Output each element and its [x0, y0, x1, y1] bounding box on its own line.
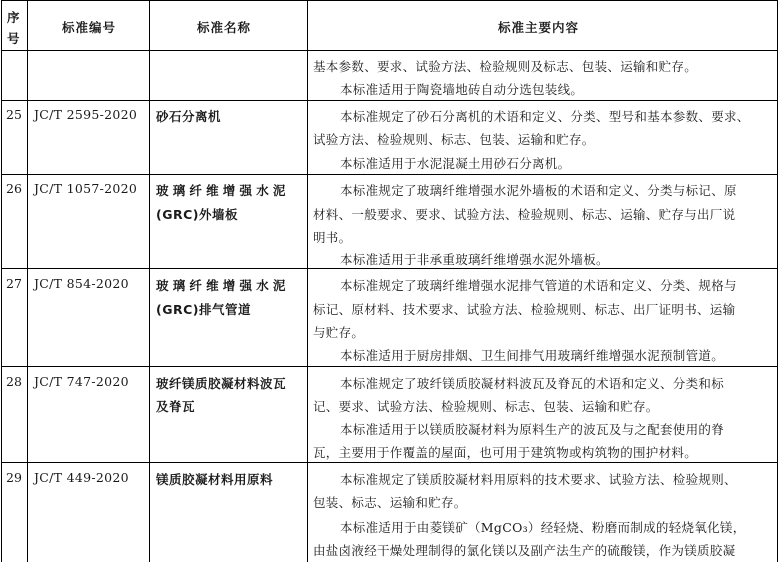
column-line — [307, 0, 308, 562]
row-name-line: 玻璃纤维增强水泥 — [156, 278, 290, 293]
row-code: JC/T 2595-2020 — [34, 107, 138, 122]
content-line: 明书。 — [313, 230, 352, 245]
row-divider — [1, 268, 778, 269]
content-line: 由盐卤液经干燥处理制得的氯化镁以及副产法生产的硫酸镁，作为镁质胶凝 — [313, 543, 736, 558]
row-name-line: 镁质胶凝材料用原料 — [156, 472, 274, 487]
content-line: 标记、原材料、技术要求、试验方法、检验规则、标志、出厂证明书、运输 — [313, 302, 736, 317]
column-line — [1, 0, 2, 562]
column-line — [149, 0, 150, 562]
content-line: 本标准规定了砂石分离机的术语和定义、分类、型号和基本参数、要求、 — [340, 109, 750, 124]
row-seq: 27 — [6, 276, 22, 291]
column-line — [27, 0, 28, 562]
header-content: 标准主要内容 — [498, 20, 580, 35]
content-line: 与贮存。 — [313, 325, 365, 340]
row-code: JC/T 1057-2020 — [34, 181, 138, 196]
header-bottom-line — [1, 50, 778, 51]
content-line: 包装、标志、运输和贮存。 — [313, 495, 467, 510]
row-seq: 25 — [6, 107, 22, 122]
row-name-line: 及脊瓦 — [156, 399, 196, 414]
content-line: 本标准适用于水泥混凝土用砂石分离机。 — [340, 156, 571, 171]
row-code: JC/T 854-2020 — [34, 276, 129, 291]
row-name-line: (GRC)外墙板 — [156, 207, 238, 222]
content-line: 本标准适用于陶瓷墙地砖自动分选包装线。 — [340, 82, 584, 97]
content-line: 本标准规定了玻纤镁质胶凝材料波瓦及脊瓦的术语和定义、分类和标 — [340, 376, 725, 391]
content-line: 本标准适用于以镁质胶凝材料为原料生产的波瓦及与之配套使用的脊 — [340, 422, 725, 437]
row-seq: 29 — [6, 470, 22, 485]
header-seq-line1: 序 — [7, 10, 21, 25]
column-line — [777, 0, 778, 562]
row-code: JC/T 747-2020 — [34, 374, 129, 389]
content-line: 基本参数、要求、试验方法、检验规则及标志、包装、运输和贮存。 — [313, 59, 698, 74]
row-divider — [1, 100, 778, 101]
row-name-line: 玻璃纤维增强水泥 — [156, 183, 290, 198]
table-border-top — [1, 0, 778, 1]
row-name-line: 玻纤镁质胶凝材料波瓦 — [156, 376, 287, 391]
header-name: 标准名称 — [197, 20, 252, 35]
row-code: JC/T 449-2020 — [34, 470, 129, 485]
content-line: 本标准适用于厨房排烟、卫生间排气用玻璃纤维增强水泥预制管道。 — [340, 348, 725, 363]
content-line: 本标准规定了镁质胶凝材料用原料的技术要求、试验方法、检验规则、 — [340, 472, 737, 487]
row-seq: 28 — [6, 374, 22, 389]
content-line: 试验方法、检验规则、标志、包装、运输和贮存。 — [313, 132, 595, 147]
row-divider — [1, 174, 778, 175]
row-name-line: 砂石分离机 — [156, 109, 222, 124]
row-name-line: (GRC)排气管道 — [156, 302, 251, 317]
content-line: 材料、一般要求、要求、试验方法、检验规则、标志、运输、贮存与出厂说 — [313, 207, 736, 222]
content-line: 瓦，主要用于作覆盖的屋面，也可用于建筑物或构筑物的围护材料。 — [313, 445, 698, 460]
row-seq: 26 — [6, 181, 22, 196]
content-line: 记、要求、试验方法、检验规则、标志、包装、运输和贮存。 — [313, 399, 659, 414]
row-divider — [1, 366, 778, 367]
header-code: 标准编号 — [62, 20, 117, 35]
row-divider — [1, 462, 778, 463]
content-line: 本标准适用于由菱镁矿（MgCO₃）经轻烧、粉磨而制成的轻烧氧化镁， — [340, 520, 746, 535]
content-line: 本标准规定了玻璃纤维增强水泥排气管道的术语和定义、分类、规格与 — [340, 278, 737, 293]
content-line: 本标准规定了玻璃纤维增强水泥外墙板的术语和定义、分类与标记、原 — [340, 183, 737, 198]
header-seq-line2: 号 — [7, 31, 21, 46]
content-line: 本标准适用于非承重玻璃纤维增强水泥外墙板。 — [340, 252, 609, 267]
